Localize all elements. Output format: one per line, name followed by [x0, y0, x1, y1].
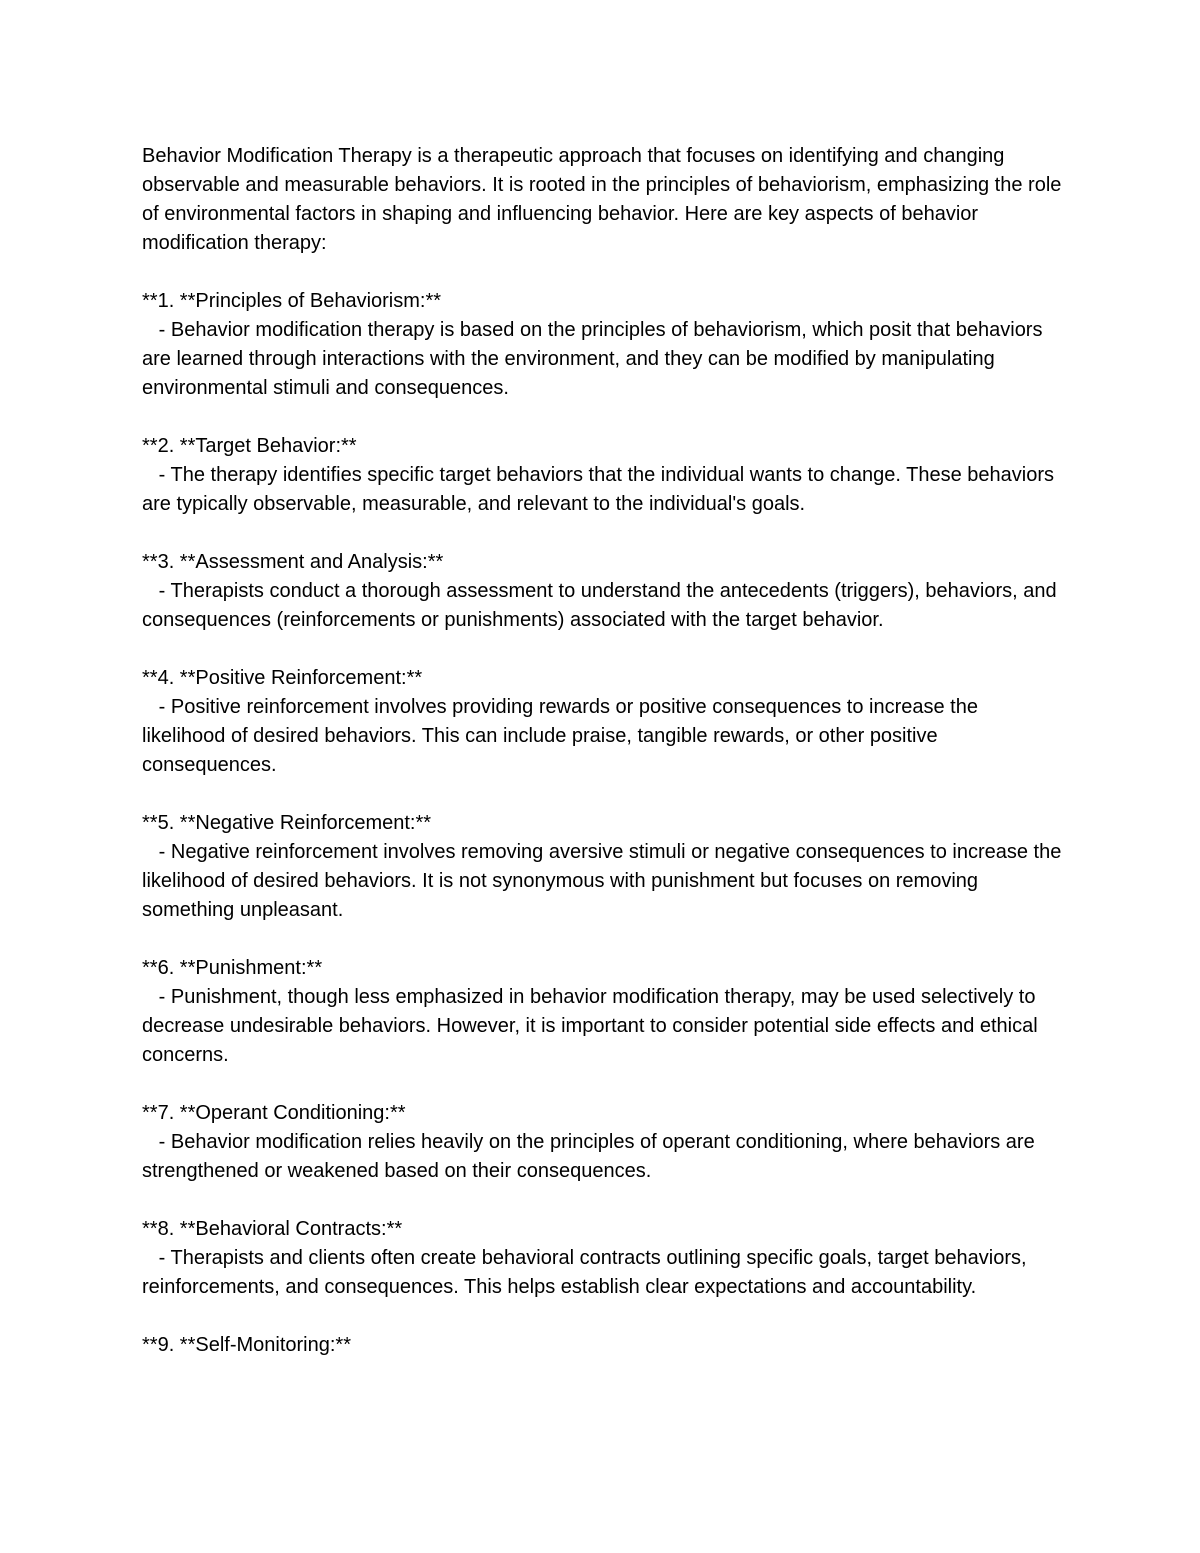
- section-heading: **3. **Assessment and Analysis:**: [142, 551, 444, 573]
- section-heading: **7. **Operant Conditioning:**: [142, 1102, 406, 1124]
- section-6: [142, 954, 1062, 1070]
- section-body: - Negative reinforcement involves removing aversive stimuli or negative consequences to increase the likelihood of desired behaviors. It is not synonymous with punishment but focuses on removing something unpleasant.: [142, 841, 1067, 921]
- section-heading: **4. **Positive Reinforcement:**: [142, 667, 423, 689]
- section-1: [142, 287, 1062, 403]
- section-heading: **2. **Target Behavior:**: [142, 435, 357, 457]
- section-7: [142, 1099, 1062, 1186]
- section-heading: **5. **Negative Reinforcement:**: [142, 812, 432, 834]
- section-body: - Positive reinforcement involves providing rewards or positive consequences to increase the likelihood of desired behaviors. This can include praise, tangible rewards, or other positive consequences.: [142, 696, 984, 776]
- section-body: - The therapy identifies specific target behaviors that the individual wants to change. These behaviors are typically observable, measurable, and relevant to the individual's goals.: [142, 464, 1060, 515]
- section-heading: **6. **Punishment:**: [142, 957, 323, 979]
- document-page: [142, 142, 1067, 1389]
- section-8: [142, 1215, 1062, 1302]
- section-heading: **1. **Principles of Behaviorism:**: [142, 290, 442, 312]
- section-body: - Behavior modification relies heavily on the principles of operant conditioning, where behaviors are strengthened or weakened based on their consequences.: [142, 1131, 1041, 1182]
- intro-paragraph: Behavior Modification Therapy is a therapeutic approach that focuses on identifying and changing observable and measurable behaviors. It is rooted in the principles of behaviorism, emphasizing the role of environmental factors in shaping and influencing behavior. Here are key aspects of behavior modification therapy:: [142, 145, 1067, 254]
- section-body: - Punishment, though less emphasized in behavior modification therapy, may be used selectively to decrease undesirable behaviors. However, it is important to consider potential side effects and ethical concerns.: [142, 986, 1044, 1066]
- section-3: [142, 548, 1062, 635]
- section-4: [142, 664, 1062, 780]
- section-heading: **8. **Behavioral Contracts:**: [142, 1218, 403, 1240]
- section-body: - Therapists and clients often create behavioral contracts outlining specific goals, target behaviors, reinforcements, and consequences. This helps establish clear expectations and accountability.: [142, 1247, 1033, 1298]
- section-5: [142, 809, 1067, 925]
- section-body: - Therapists conduct a thorough assessment to understand the antecedents (triggers), behaviors, and consequences (reinforcements or punishments) associated with the target behavior.: [142, 580, 1063, 631]
- section-2: [142, 432, 1062, 519]
- section-heading: **9. **Self-Monitoring:**: [142, 1334, 351, 1356]
- section-9: [142, 1331, 1062, 1360]
- section-body: - Behavior modification therapy is based on the principles of behaviorism, which posit that behaviors are learned through interactions with the environment, and they can be modified by manipulating environmental stimuli and consequences.: [142, 319, 1049, 399]
